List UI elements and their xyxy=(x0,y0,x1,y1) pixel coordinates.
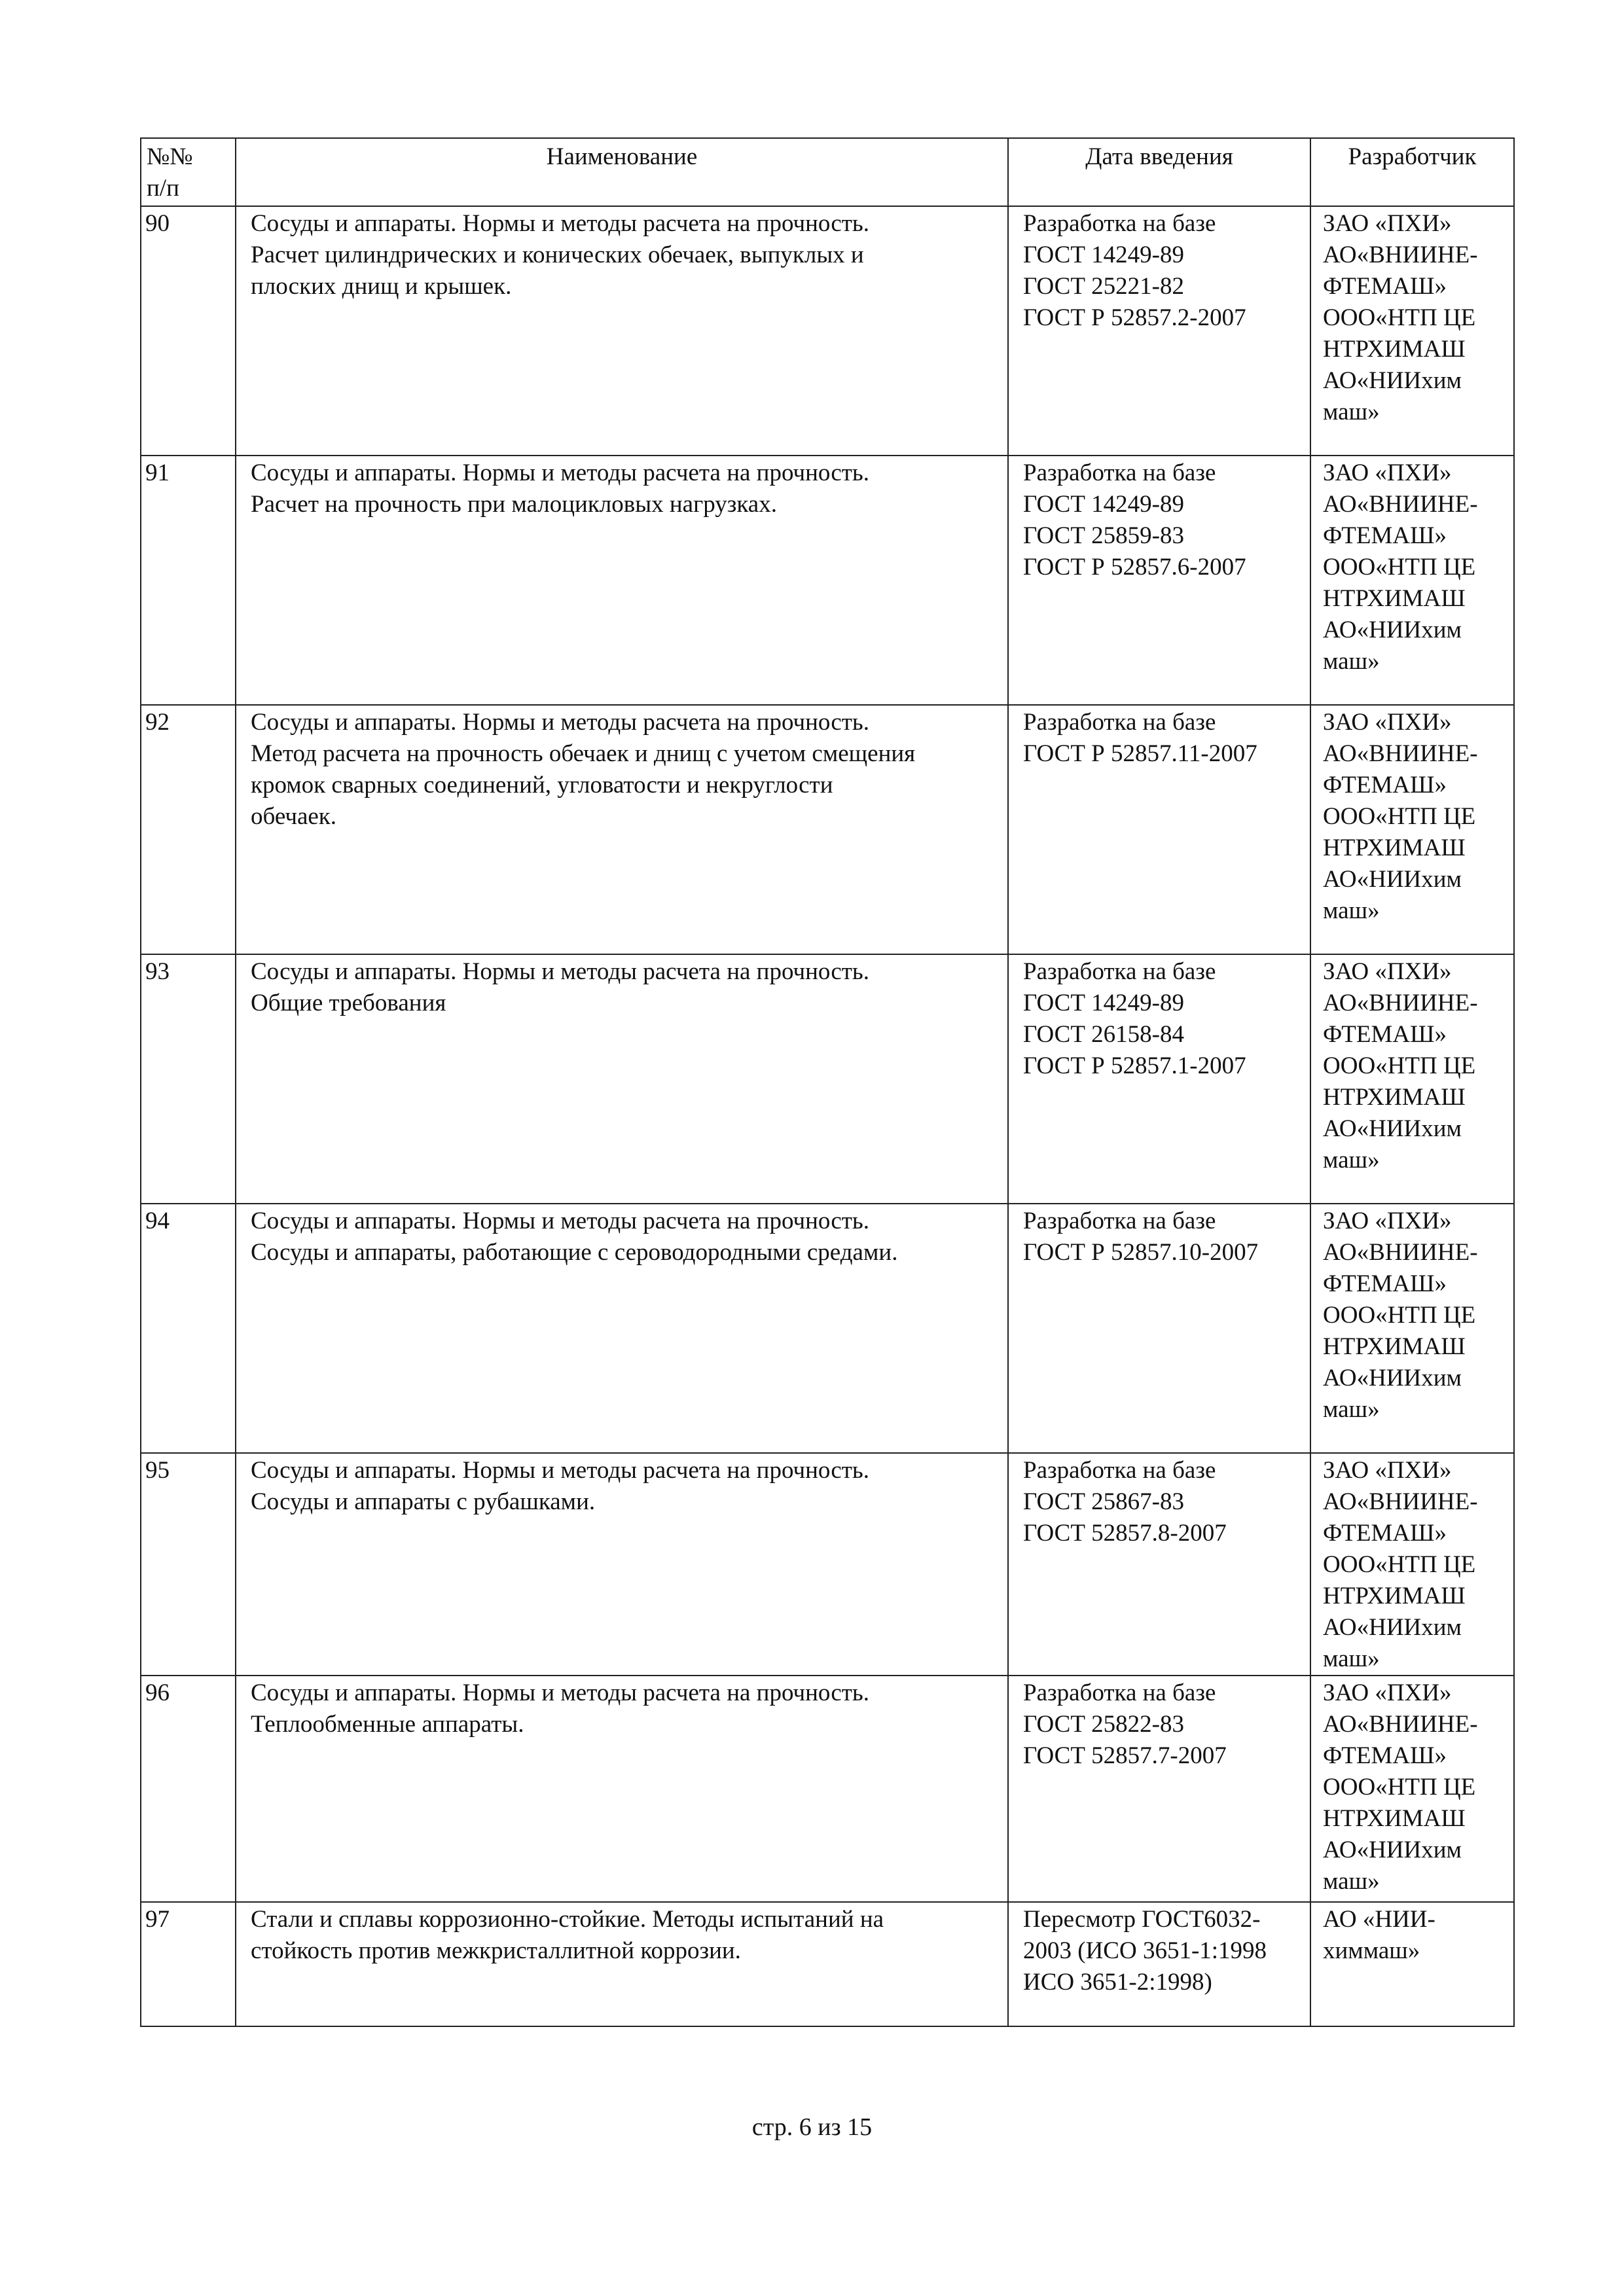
row-developer-line: ЗАО «ПХИ» xyxy=(1323,1679,1452,1706)
row-name-line: кромок сварных соединений, угловатости и некруглости xyxy=(251,772,833,798)
row-date-line: ГОСТ Р 52857.11-2007 xyxy=(1023,740,1257,767)
row-date-line: ГОСТ 14249-89 xyxy=(1023,990,1184,1016)
row-name-line: Сосуды и аппараты. Нормы и методы расчета на прочность. xyxy=(251,1208,870,1234)
row-name xyxy=(236,206,1008,456)
row-date-line: 2003 (ИСО 3651-1:1998 xyxy=(1023,1937,1267,1964)
row-date-line: ИСО 3651-2:1998) xyxy=(1023,1969,1212,1996)
row-date xyxy=(1008,954,1310,1204)
header-date: Дата введения xyxy=(1008,138,1310,206)
row-developer-line: АО«ВНИИНЕ- xyxy=(1323,990,1478,1016)
row-developer-line: АО«ВНИИНЕ- xyxy=(1323,1239,1478,1266)
row-name-line: Сосуды и аппараты. Нормы и методы расчета на прочность. xyxy=(251,459,870,486)
header-row xyxy=(141,138,1514,206)
header-developer: Разработчик xyxy=(1310,138,1514,206)
row-developer-line: АО«НИИхим xyxy=(1323,617,1462,643)
row-developer xyxy=(1310,705,1514,954)
row-developer-line: маш» xyxy=(1323,1868,1380,1895)
row-developer-line: ООО«НТП ЦЕ xyxy=(1323,1302,1476,1329)
row-date-line: ГОСТ 52857.7-2007 xyxy=(1023,1742,1227,1769)
table-row xyxy=(141,1453,1514,1676)
row-name xyxy=(236,1204,1008,1453)
table-row xyxy=(141,1902,1514,2026)
row-developer-line: ФТЕМАШ» xyxy=(1323,273,1447,300)
row-name-line: плоских днищ и крышек. xyxy=(251,273,512,300)
header-name: Наименование xyxy=(236,138,1008,206)
row-name-line: Сосуды и аппараты. Нормы и методы расчета на прочность. xyxy=(251,709,870,736)
table-row xyxy=(141,1204,1514,1453)
row-date-line: Разработка на базе xyxy=(1023,1457,1216,1484)
row-developer-line: ООО«НТП ЦЕ xyxy=(1323,1551,1476,1578)
row-name xyxy=(236,1676,1008,1902)
row-developer xyxy=(1310,1902,1514,2026)
header-num-line: п/п xyxy=(147,175,179,202)
row-date-line: Пересмотр ГОСТ6032- xyxy=(1023,1906,1261,1933)
row-developer-line: маш» xyxy=(1323,399,1380,425)
row-name-line: Стали и сплавы коррозионно-стойкие. Методы испытаний на xyxy=(251,1906,884,1933)
row-name-line: Расчет цилиндрических и конических обечаек, выпуклых и xyxy=(251,242,864,268)
row-name-line: обечаек. xyxy=(251,803,337,830)
row-developer xyxy=(1310,1204,1514,1453)
row-number: 95 xyxy=(141,1453,236,1676)
row-name-line: Теплообменные аппараты. xyxy=(251,1711,524,1738)
row-date-line: ГОСТ Р 52857.6-2007 xyxy=(1023,554,1246,581)
row-date-line: ГОСТ 25822-83 xyxy=(1023,1711,1184,1738)
row-developer-line: АО«НИИхим xyxy=(1323,866,1462,893)
row-developer-line: ФТЕМАШ» xyxy=(1323,1270,1447,1297)
row-name-line: Общие требования xyxy=(251,990,446,1016)
row-date-line: ГОСТ Р 52857.10-2007 xyxy=(1023,1239,1259,1266)
row-name-line: Сосуды и аппараты. Нормы и методы расчета на прочность. xyxy=(251,958,870,985)
row-name xyxy=(236,1453,1008,1676)
row-developer-line: АО«НИИхим xyxy=(1323,1115,1462,1142)
row-developer-line: ООО«НТП ЦЕ xyxy=(1323,554,1476,581)
standards-table xyxy=(140,137,1515,2027)
row-developer-line: АО«ВНИИНЕ- xyxy=(1323,491,1478,518)
row-developer-line: маш» xyxy=(1323,1645,1380,1672)
row-developer-line: ЗАО «ПХИ» xyxy=(1323,1457,1452,1484)
row-date-line: Разработка на базе xyxy=(1023,210,1216,237)
row-developer-line: АО«НИИхим xyxy=(1323,1365,1462,1391)
row-developer-line: ООО«НТП ЦЕ xyxy=(1323,1774,1476,1801)
row-developer-line: АО«ВНИИНЕ- xyxy=(1323,740,1478,767)
row-developer-line: НТРХИМАШ xyxy=(1323,336,1466,363)
row-number: 93 xyxy=(141,954,236,1204)
row-date-line: Разработка на базе xyxy=(1023,709,1216,736)
row-name-line: Метод расчета на прочность обечаек и днищ с учетом смещения xyxy=(251,740,916,767)
row-name-line: Сосуды и аппараты, работающие с сероводородными средами. xyxy=(251,1239,898,1266)
row-date-line: Разработка на базе xyxy=(1023,1208,1216,1234)
row-developer-line: ЗАО «ПХИ» xyxy=(1323,709,1452,736)
row-developer-line: НТРХИМАШ xyxy=(1323,1805,1466,1832)
row-developer-line: АО«ВНИИНЕ- xyxy=(1323,1711,1478,1738)
row-date-line: ГОСТ 25221-82 xyxy=(1023,273,1184,300)
row-date xyxy=(1008,1902,1310,2026)
row-developer-line: ФТЕМАШ» xyxy=(1323,522,1447,549)
row-developer xyxy=(1310,1676,1514,1902)
table-row xyxy=(141,705,1514,954)
row-date-line: ГОСТ 14249-89 xyxy=(1023,491,1184,518)
row-developer-line: АО«ВНИИНЕ- xyxy=(1323,242,1478,268)
row-developer-line: ЗАО «ПХИ» xyxy=(1323,958,1452,985)
row-developer-line: ООО«НТП ЦЕ xyxy=(1323,803,1476,830)
table-row xyxy=(141,1676,1514,1902)
row-number: 90 xyxy=(141,206,236,456)
row-developer-line: АО«НИИхим xyxy=(1323,1837,1462,1863)
row-developer xyxy=(1310,1453,1514,1676)
row-developer-line: АО«НИИхим xyxy=(1323,367,1462,394)
row-developer-line: ООО«НТП ЦЕ xyxy=(1323,1052,1476,1079)
row-developer-line: ЗАО «ПХИ» xyxy=(1323,210,1452,237)
row-developer-line: АО«ВНИИНЕ- xyxy=(1323,1488,1478,1515)
row-date xyxy=(1008,456,1310,705)
header-num xyxy=(141,138,236,206)
row-number: 94 xyxy=(141,1204,236,1453)
row-name-line: Сосуды и аппараты. Нормы и методы расчета на прочность. xyxy=(251,1679,870,1706)
row-developer-line: маш» xyxy=(1323,1147,1380,1174)
row-date-line: Разработка на базе xyxy=(1023,459,1216,486)
row-number: 91 xyxy=(141,456,236,705)
row-date-line: ГОСТ 26158-84 xyxy=(1023,1021,1184,1048)
row-date xyxy=(1008,1676,1310,1902)
row-developer-line: НТРХИМАШ xyxy=(1323,1583,1466,1609)
row-developer-line: АО «НИИ- xyxy=(1323,1906,1435,1933)
table-row xyxy=(141,206,1514,456)
row-developer-line: ООО«НТП ЦЕ xyxy=(1323,304,1476,331)
row-number: 97 xyxy=(141,1902,236,2026)
row-name xyxy=(236,954,1008,1204)
row-developer xyxy=(1310,456,1514,705)
row-developer-line: НТРХИМАШ xyxy=(1323,834,1466,861)
row-name-line: Сосуды и аппараты. Нормы и методы расчета на прочность. xyxy=(251,210,870,237)
row-developer xyxy=(1310,954,1514,1204)
row-developer-line: ФТЕМАШ» xyxy=(1323,1742,1447,1769)
row-date-line: ГОСТ 52857.8-2007 xyxy=(1023,1520,1227,1547)
row-name-line: Расчет на прочность при малоцикловых нагрузках. xyxy=(251,491,777,518)
row-developer-line: ФТЕМАШ» xyxy=(1323,1520,1447,1547)
row-date-line: Разработка на базе xyxy=(1023,958,1216,985)
row-developer-line: НТРХИМАШ xyxy=(1323,1333,1466,1360)
row-date xyxy=(1008,1204,1310,1453)
row-developer-line: маш» xyxy=(1323,648,1380,675)
header-num-line: №№ xyxy=(147,143,193,170)
row-developer-line: маш» xyxy=(1323,897,1380,924)
page-number: стр. 6 из 15 xyxy=(751,2113,873,2141)
row-developer-line: химмаш» xyxy=(1323,1937,1420,1964)
row-date xyxy=(1008,206,1310,456)
row-developer-line: ЗАО «ПХИ» xyxy=(1323,459,1452,486)
row-date-line: ГОСТ Р 52857.1-2007 xyxy=(1023,1052,1246,1079)
row-name xyxy=(236,705,1008,954)
row-date-line: Разработка на базе xyxy=(1023,1679,1216,1706)
row-date-line: ГОСТ 14249-89 xyxy=(1023,242,1184,268)
row-number: 96 xyxy=(141,1676,236,1902)
row-name xyxy=(236,456,1008,705)
row-name-line: Сосуды и аппараты с рубашками. xyxy=(251,1488,596,1515)
row-developer xyxy=(1310,206,1514,456)
row-developer-line: НТРХИМАШ xyxy=(1323,1084,1466,1111)
table-body xyxy=(141,206,1514,2026)
row-developer-line: АО«НИИхим xyxy=(1323,1614,1462,1641)
row-date-line: ГОСТ Р 52857.2-2007 xyxy=(1023,304,1246,331)
table-row xyxy=(141,954,1514,1204)
row-developer-line: ФТЕМАШ» xyxy=(1323,772,1447,798)
row-developer-line: НТРХИМАШ xyxy=(1323,585,1466,612)
table-row xyxy=(141,456,1514,705)
row-developer-line: ФТЕМАШ» xyxy=(1323,1021,1447,1048)
row-date-line: ГОСТ 25859-83 xyxy=(1023,522,1184,549)
row-date xyxy=(1008,705,1310,954)
row-name-line: Сосуды и аппараты. Нормы и методы расчета на прочность. xyxy=(251,1457,870,1484)
row-name-line: стойкость против межкристаллитной коррозии. xyxy=(251,1937,741,1964)
row-date xyxy=(1008,1453,1310,1676)
row-number: 92 xyxy=(141,705,236,954)
row-date-line: ГОСТ 25867-83 xyxy=(1023,1488,1184,1515)
row-name xyxy=(236,1902,1008,2026)
row-developer-line: ЗАО «ПХИ» xyxy=(1323,1208,1452,1234)
row-developer-line: маш» xyxy=(1323,1396,1380,1423)
